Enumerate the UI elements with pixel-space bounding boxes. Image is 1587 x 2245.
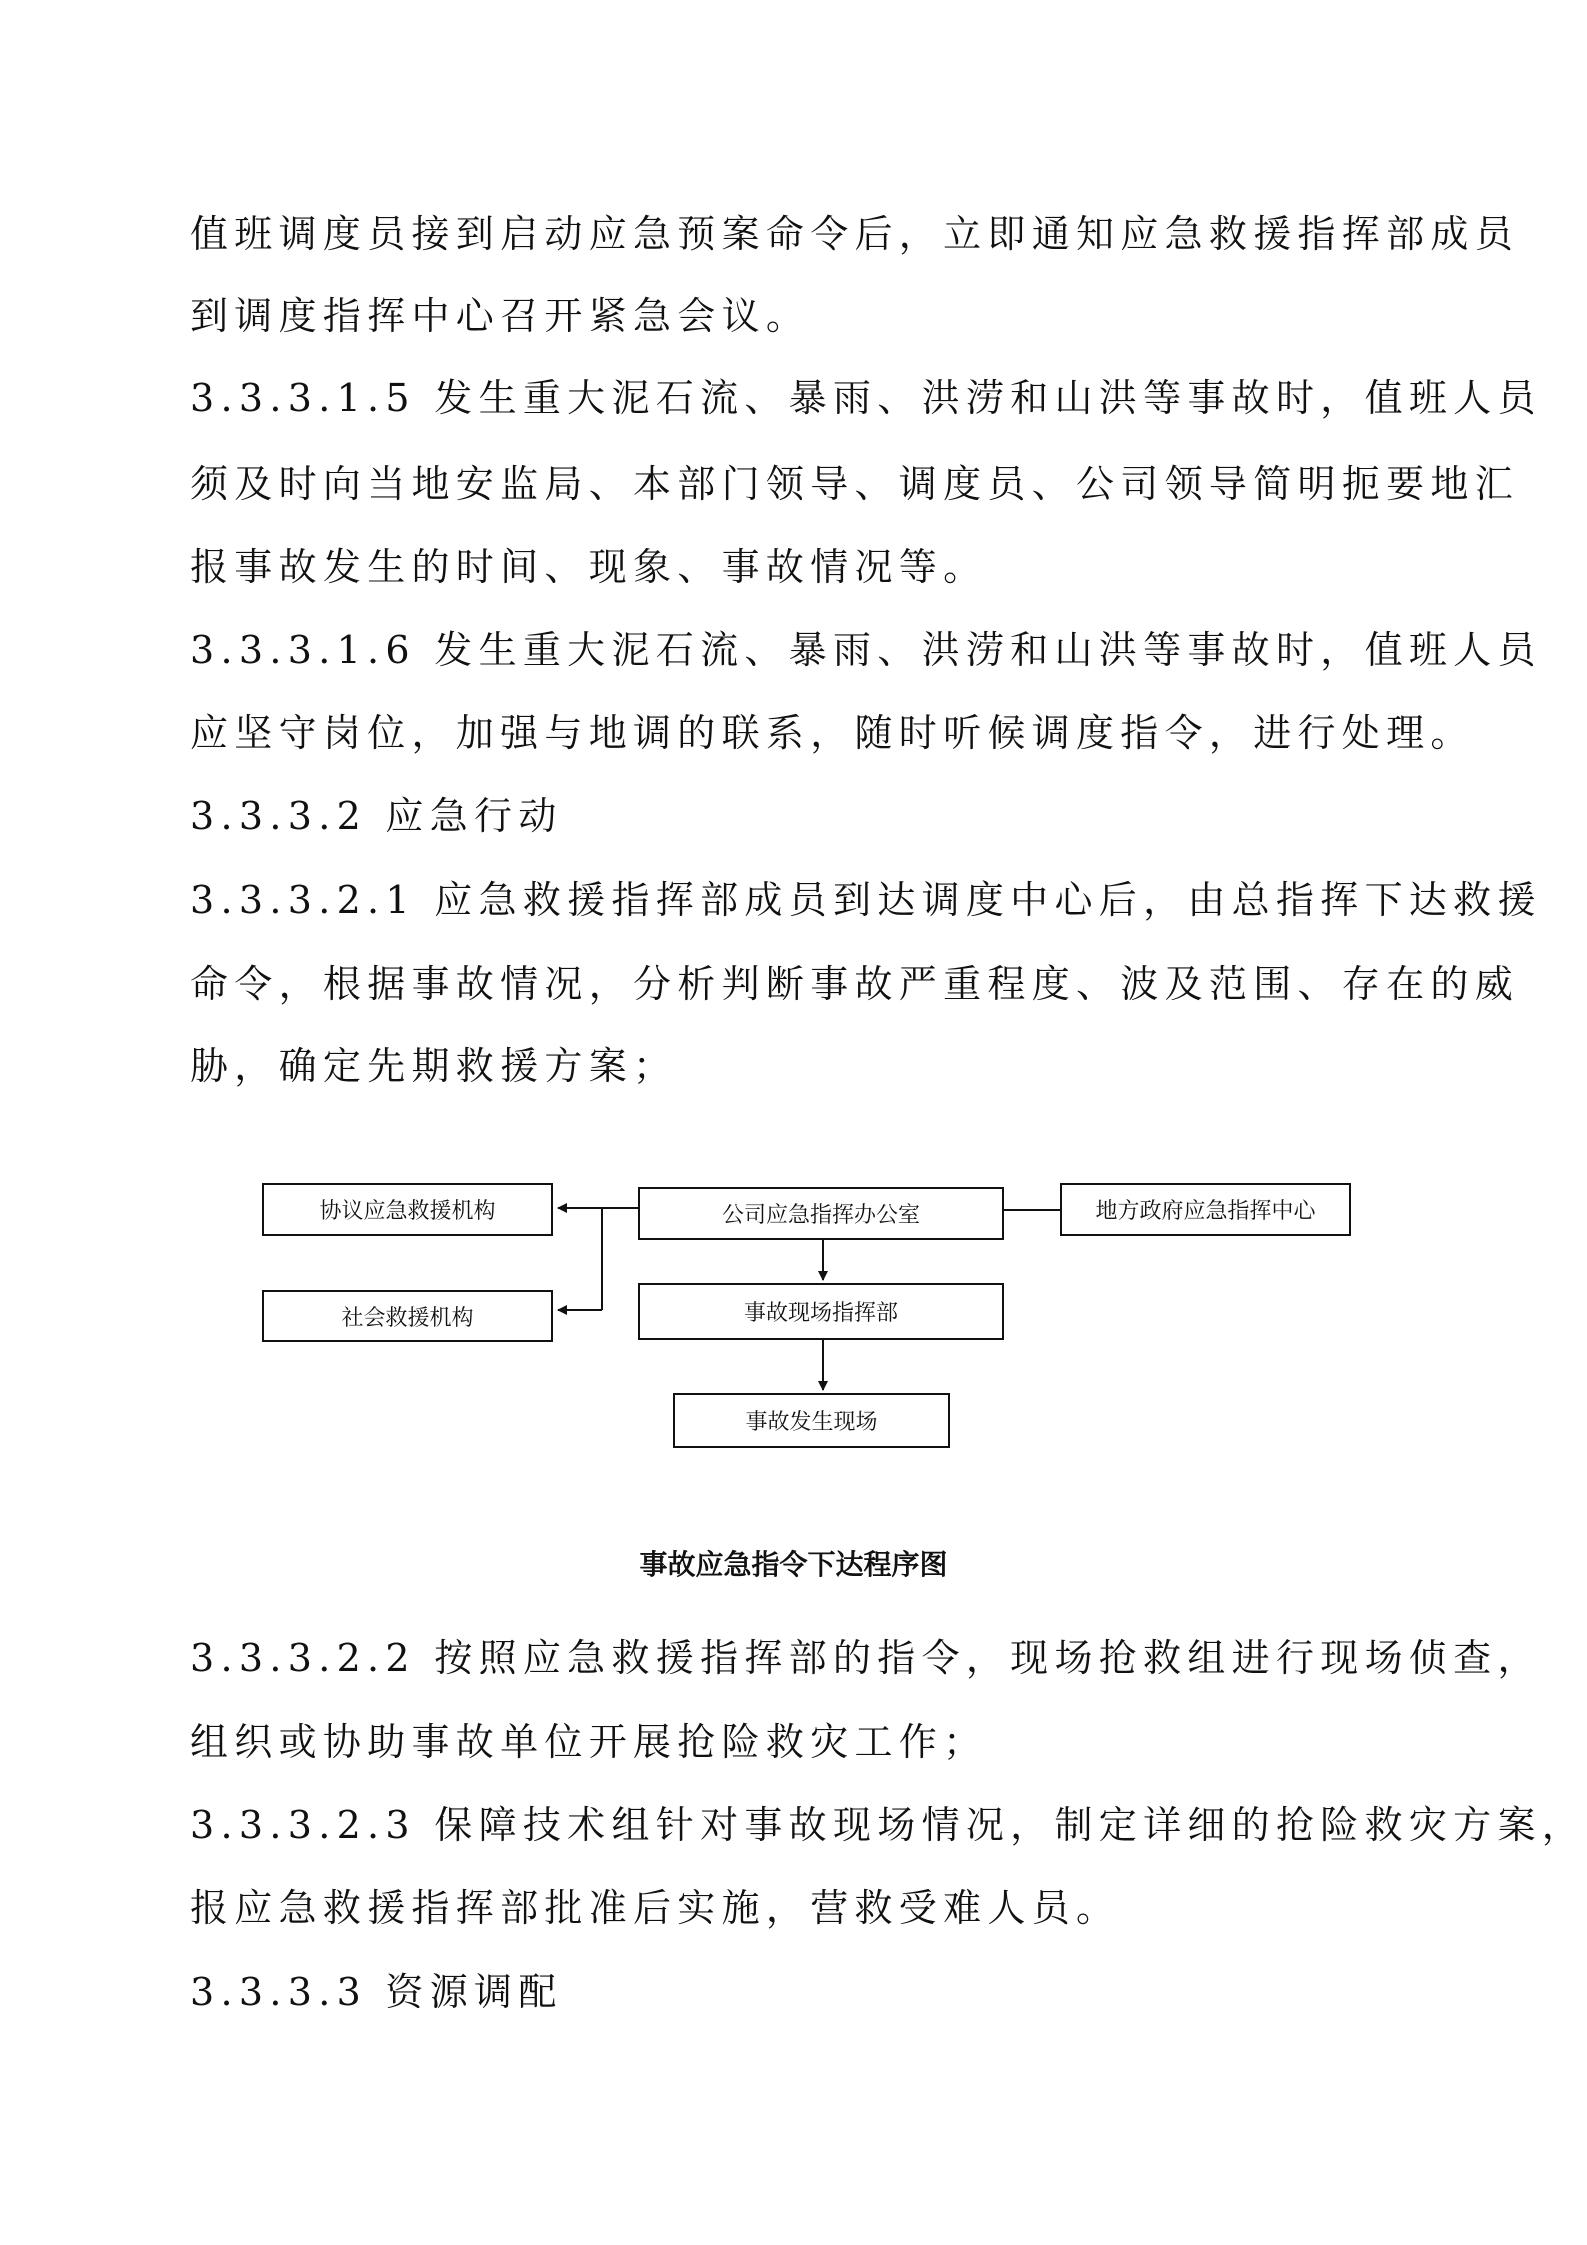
body-text-line: 胁，确定先期救援方案； xyxy=(190,1044,678,1088)
section-heading: 3.3.3.3 资源调配 xyxy=(190,1970,563,2014)
body-text-line: 到调度指挥中心召开紧急会议。 xyxy=(190,294,811,338)
body-text-line: 组织或协助事故单位开展抢险救灾工作； xyxy=(190,1720,988,1764)
body-text-line: 3.3.3.1.5 发生重大泥石流、暴雨、洪涝和山洪等事故时，值班人员 xyxy=(190,376,1542,420)
box-social-rescue-agency: 社会救援机构 xyxy=(262,1290,553,1342)
body-text-line: 3.3.3.1.6 发生重大泥石流、暴雨、洪涝和山洪等事故时，值班人员 xyxy=(190,628,1542,672)
body-text-line: 值班调度员接到启动应急预案命令后，立即通知应急救援指挥部成员 xyxy=(190,212,1520,256)
box-site-command-hq: 事故现场指挥部 xyxy=(638,1283,1004,1340)
body-text-line: 3.3.3.2.1 应急救援指挥部成员到达调度中心后，由总指挥下达救援 xyxy=(190,878,1542,922)
body-text-line: 应坚守岗位，加强与地调的联系，随时听候调度指令，进行处理。 xyxy=(190,711,1475,755)
box-company-emergency-office: 公司应急指挥办公室 xyxy=(638,1187,1004,1240)
body-text-line: 命令，根据事故情况，分析判断事故严重程度、波及范围、存在的威 xyxy=(190,962,1520,1006)
flowchart-caption: 事故应急指令下达程序图 xyxy=(639,1548,948,1581)
body-text-line: 须及时向当地安监局、本部门领导、调度员、公司领导简明扼要地汇 xyxy=(190,462,1520,506)
box-accident-scene: 事故发生现场 xyxy=(673,1393,950,1448)
section-heading: 3.3.3.2 应急行动 xyxy=(190,794,563,838)
box-xieyi-rescue-agency: 协议应急救援机构 xyxy=(262,1183,553,1236)
body-text-line: 报应急救援指挥部批准后实施，营救受难人员。 xyxy=(190,1886,1121,1930)
body-text-line: 报事故发生的时间、现象、事故情况等。 xyxy=(190,545,988,589)
box-local-government-center: 地方政府应急指挥中心 xyxy=(1060,1183,1351,1236)
body-text-line: 3.3.3.2.3 保障技术组针对事故现场情况，制定详细的抢险救灾方案， xyxy=(190,1803,1587,1847)
body-text-line: 3.3.3.2.2 按照应急救援指挥部的指令，现场抢救组进行现场侦查， xyxy=(190,1636,1542,1680)
